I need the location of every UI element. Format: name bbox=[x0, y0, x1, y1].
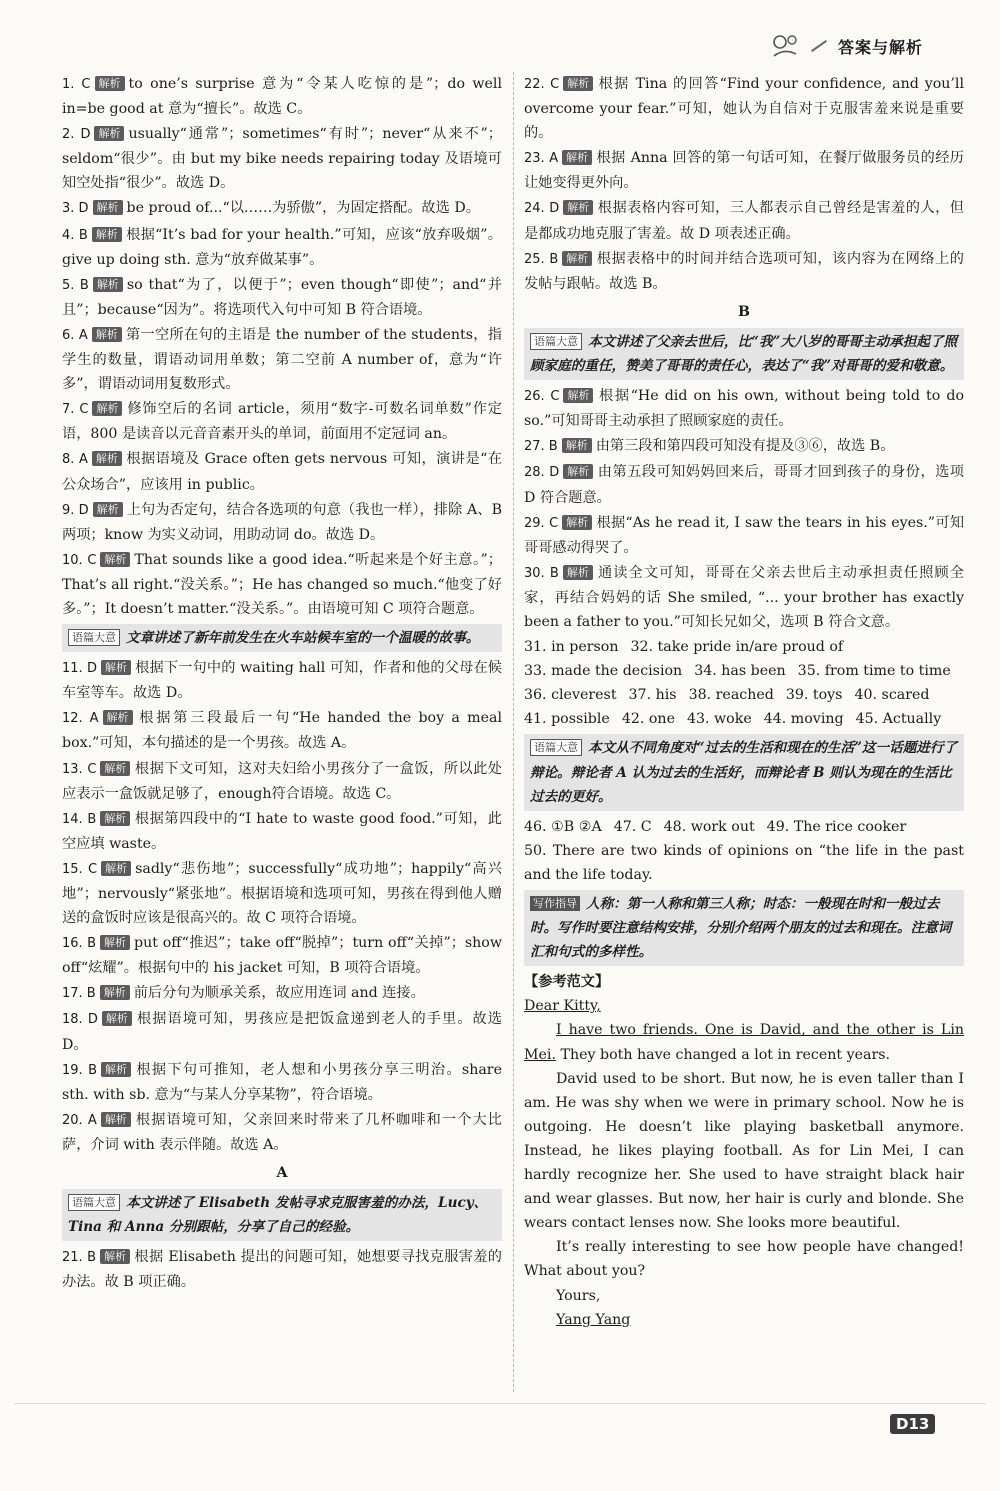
left-column bbox=[62, 72, 502, 1296]
short-answer: 48. work out bbox=[663, 818, 755, 835]
answer-number: 12. A bbox=[62, 711, 99, 727]
answer-list-22-25 bbox=[524, 72, 964, 296]
answer-number: 9. D bbox=[62, 502, 89, 518]
page-number: D13 bbox=[890, 1414, 935, 1434]
analysis-tag: 解析 bbox=[563, 76, 593, 91]
analysis-tag: 解析 bbox=[562, 438, 592, 453]
answer-number: 17. B bbox=[62, 986, 96, 1002]
essay-topic-sentence: I have two friends. One is David, and the other is Lin Mei. bbox=[524, 1022, 964, 1063]
answer-item bbox=[62, 706, 502, 755]
analysis-tag: 解析 bbox=[563, 388, 593, 403]
answer-number: 22. C bbox=[524, 77, 560, 92]
fill-answer: 43. woke bbox=[686, 711, 752, 728]
analysis-tag: 解析 bbox=[101, 660, 131, 675]
answer-50: 50. There are two kinds of opinions on “the life in the past and the life today. bbox=[524, 842, 964, 883]
summary-tag: 语篇大意 bbox=[68, 629, 120, 646]
essay-greeting: Dear Kitty, bbox=[524, 998, 601, 1015]
answer-explanation: 根据表格中的时间并结合选项可知，该内容为在网络上的发帖与跟帖。故选 B。 bbox=[524, 250, 964, 292]
answer-explanation: That sounds like a good idea.“听起来是个好主意。”；That’s all right.“没关系。”；He has changed so much.“他变了好多。”；It doesn’t matter.“没关系。”。由语境可知 C 项符合题意。 bbox=[62, 551, 502, 617]
analysis-tag: 解析 bbox=[100, 1249, 130, 1264]
summary-tag: 语篇大意 bbox=[530, 333, 582, 350]
answer-explanation: 通读全文可知，哥哥在父亲去世后主动承担责任照顾全家，再结合妈妈的话 She smiled, “... your brother has exactly been a father to you.”可知长兄如父，选项 B 符合文意。 bbox=[524, 564, 964, 630]
fill-answer: 36. cleverest bbox=[524, 687, 617, 704]
answer-number: 7. C bbox=[62, 402, 89, 418]
bottom-rule bbox=[14, 1403, 986, 1404]
fill-answer: 45. Actually bbox=[855, 711, 942, 728]
answer-item bbox=[62, 757, 502, 806]
answer-explanation: 根据下句可推知，老人想和小男孩分享三明治。share sth. with sb. 意为“与某人分享某物”，符合语境。 bbox=[62, 1061, 502, 1103]
answer-number: 15. C bbox=[62, 861, 98, 877]
answer-item bbox=[62, 981, 502, 1006]
answer-item bbox=[524, 72, 964, 145]
answer-explanation: so that“为了，以便于”；even though“即使”；and“并且”；because“因为”。将选项代入句中可知 B 符合语境。 bbox=[62, 276, 502, 318]
answer-number: 13. C bbox=[62, 761, 97, 777]
answer-number: 6. A bbox=[62, 327, 88, 343]
summary-box bbox=[524, 328, 964, 380]
fill-answer: 40. scared bbox=[854, 687, 930, 704]
analysis-tag: 解析 bbox=[94, 126, 124, 141]
summary-tag: 语篇大意 bbox=[68, 1194, 120, 1211]
answer-item bbox=[524, 196, 964, 245]
answer-explanation: 根据语境可知，男孩应是把饭盒递到老人的手里。故选 D。 bbox=[62, 1011, 502, 1053]
analysis-tag: 解析 bbox=[92, 227, 122, 242]
right-column bbox=[524, 72, 964, 1332]
fill-answer: 38. reached bbox=[688, 687, 774, 704]
essay-closing: Yours, bbox=[556, 1287, 601, 1304]
answer-item bbox=[62, 548, 502, 621]
analysis-tag: 解析 bbox=[93, 200, 123, 215]
header-title: 答案与解析 bbox=[838, 37, 924, 57]
fill-answer: 31. in person bbox=[524, 639, 619, 656]
answer-explanation: 根据表格内容可知，三人都表示自己曾经是害羞的人，但是都成功地克服了害羞。故 D 项表述正确。 bbox=[524, 200, 964, 242]
answer-explanation: 根据 Elisabeth 提出的问题可知，她想要寻找克服害羞的办法。故 B 项正确。 bbox=[62, 1249, 502, 1291]
answer-list-26-30 bbox=[524, 384, 964, 634]
analysis-tag: 解析 bbox=[563, 464, 593, 479]
answer-item bbox=[62, 931, 502, 980]
answer-list-21 bbox=[62, 1245, 502, 1294]
answer-number: 25. B bbox=[524, 251, 559, 267]
analysis-tag: 解析 bbox=[562, 515, 592, 530]
answer-item bbox=[62, 656, 502, 705]
answers-46-49 bbox=[524, 815, 964, 839]
answer-item bbox=[62, 72, 502, 121]
summary-text: 本文从不同角度对“过去的生活和现在的生活”这一话题进行了辩论。辩论者 A 认为过去的生活好，而辩论者 B 则认为现在的生活比过去的更好。 bbox=[530, 740, 958, 805]
answer-number: 24. D bbox=[524, 201, 560, 217]
analysis-tag: 解析 bbox=[102, 1011, 132, 1026]
summary-box bbox=[62, 1189, 502, 1241]
analysis-tag: 解析 bbox=[92, 327, 122, 342]
analysis-tag: 解析 bbox=[93, 502, 123, 517]
answer-explanation: 根据语境及 Grace often gets nervous 可知，演讲是“在公众场合”，应该用 in public。 bbox=[62, 451, 503, 493]
answer-explanation: to one’s surprise 意为“令某人吃惊的是”；do well in=be good at 意为“擅长”。故选 C。 bbox=[62, 76, 503, 118]
answer-item bbox=[524, 146, 964, 195]
answer-number: 30. B bbox=[524, 565, 559, 581]
answer-explanation: 根据 Anna 回答的第一句话可知，在餐厅做服务员的经历让她变得更外向。 bbox=[524, 150, 964, 192]
model-essay bbox=[524, 970, 964, 1331]
answer-number: 19. B bbox=[62, 1062, 98, 1078]
analysis-tag: 解析 bbox=[95, 76, 125, 91]
answer-explanation: 根据下文可知，这对夫妇给小男孩分了一盒饭，所以此处应表示一盒饭就足够了，enough符合语境。故选 C。 bbox=[62, 760, 502, 802]
answer-explanation: 根据“He did on his own, without being told to do so.”可知哥哥主动承担了照顾家庭的责任。 bbox=[524, 388, 964, 430]
mascot-icon bbox=[770, 32, 806, 60]
answer-explanation: be proud of...“以……为骄傲”，为固定搭配。故选 D。 bbox=[126, 200, 480, 217]
fill-row bbox=[524, 659, 964, 683]
answer-explanation: 根据“As he read it, I saw the tears in his eyes.”可知哥哥感动得哭了。 bbox=[524, 514, 965, 556]
answer-explanation: 由第五段可知妈妈回来后，哥哥才回到孩子的身份，选项 D 符合题意。 bbox=[524, 464, 964, 506]
analysis-tag: 解析 bbox=[93, 277, 123, 292]
fill-answer: 39. toys bbox=[785, 687, 843, 704]
answer-number: 14. B bbox=[62, 811, 97, 827]
analysis-tag: 解析 bbox=[101, 861, 131, 876]
answer-item bbox=[62, 1108, 502, 1157]
fill-row bbox=[524, 683, 964, 707]
answer-explanation: 根据 Tina 的回答“Find your confidence, and you’ll overcome your fear.”可知，她认为自信对于克服害羞来说是重要的。 bbox=[524, 76, 964, 142]
answer-number: 28. D bbox=[524, 465, 560, 481]
essay-paragraph-1 bbox=[524, 1018, 964, 1066]
answer-explanation: sadly“悲伤地”；successfully“成功地”；happily“高兴地”；nervously“紧张地”。根据语境和选项可知，男孩在得到他人赠送的盒饭时应该是很高兴的。故 C 项符合语境。 bbox=[62, 860, 502, 927]
analysis-tag: 解析 bbox=[562, 251, 592, 266]
answer-item bbox=[524, 384, 964, 433]
answer-item bbox=[62, 857, 502, 930]
answer-number: 3. D bbox=[62, 201, 89, 217]
answer-number: 20. A bbox=[62, 1112, 97, 1128]
answer-number: 5. B bbox=[62, 277, 89, 293]
answer-item bbox=[62, 273, 502, 322]
writing-tag: 写作指导 bbox=[530, 896, 580, 911]
fill-row bbox=[524, 707, 964, 731]
analysis-tag: 解析 bbox=[100, 935, 130, 950]
summary-text: 本文讲述了父亲去世后，比“我”大八岁的哥哥主动承担起了照顾家庭的重任，赞美了哥哥的责任心，表达了“我”对哥哥的爱和敬意。 bbox=[530, 333, 958, 375]
answer-explanation: 根据第三段最后一句“He handed the boy a meal box.”可知，本句描述的是一个男孩。故选 A。 bbox=[62, 710, 503, 752]
analysis-tag: 解析 bbox=[100, 552, 130, 567]
answer-item bbox=[62, 807, 502, 856]
fill-answer: 42. one bbox=[621, 711, 675, 728]
analysis-tag: 解析 bbox=[562, 150, 592, 165]
short-answer: 47. C bbox=[613, 818, 652, 835]
answer-item bbox=[524, 247, 964, 296]
answer-item bbox=[62, 122, 502, 195]
writing-text: 人称：第一人称和第三人称；时态：一般现在时和一般过去时。写作时要注意结构安排，分别介绍两个朋友的过去和现在。注意词汇和句式的多样性。 bbox=[530, 896, 952, 961]
summary-tag: 语篇大意 bbox=[530, 739, 582, 756]
analysis-tag: 解析 bbox=[101, 1112, 131, 1127]
answer-explanation: 修饰空后的名词 article，须用“数字-可数名词单数”作定语，800 是读音以元音音素开头的单词，前面用不定冠词 an。 bbox=[62, 401, 502, 443]
summary-text: 本文讲述了 Elisabeth 发帖寻求克服害羞的办法，Lucy、Tina 和 Anna 分别跟帖，分享了自己的经验。 bbox=[68, 1195, 488, 1236]
section-title-a: A bbox=[276, 1165, 288, 1182]
answer-item bbox=[62, 397, 502, 446]
essay-heading: 【参考范文】 bbox=[524, 974, 610, 991]
writing-guide-box bbox=[524, 890, 964, 966]
essay-signature: Yang Yang bbox=[556, 1311, 631, 1328]
answer-number: 8. A bbox=[62, 452, 88, 468]
answer-item bbox=[62, 447, 502, 496]
analysis-tag: 解析 bbox=[100, 811, 130, 826]
answer-item bbox=[524, 561, 964, 634]
fill-answers bbox=[524, 635, 964, 731]
answer-explanation: usually“通常”；sometimes“有时”；never“从来不”；seldom“很少”。由 but my bike needs repairing today 及语境可知空处指“很少”。故选 D。 bbox=[62, 126, 502, 192]
answer-explanation: 上句为否定句，结合各选项的句意（我也一样），排除 A、B 两项；know 为实义动词，用助动词 do。故选 D。 bbox=[62, 501, 502, 543]
answer-number: 1. C bbox=[62, 77, 91, 92]
analysis-tag: 解析 bbox=[100, 761, 130, 776]
analysis-tag: 解析 bbox=[103, 710, 133, 725]
summary-text: 文章讲述了新年前发生在火车站候车室的一个温暖的故事。 bbox=[126, 630, 480, 647]
answer-number: 2. D bbox=[62, 127, 91, 143]
fill-answer: 37. his bbox=[628, 687, 677, 704]
answer-explanation: 由第三段和第四段可知没有提及③⑥，故选 B。 bbox=[595, 438, 895, 455]
analysis-tag: 解析 bbox=[563, 565, 593, 580]
answer-number: 27. B bbox=[524, 439, 558, 455]
answer-number: 26. C bbox=[524, 389, 560, 405]
answer-explanation: put off“推迟”；take off“脱掉”；turn off“关掉”；show off“炫耀”。根据句中的 his jacket 可知，B 项符合语境。 bbox=[62, 935, 502, 977]
answer-item bbox=[62, 1058, 502, 1107]
short-answer: 49. The rice cooker bbox=[766, 818, 907, 835]
analysis-tag: 解析 bbox=[92, 451, 122, 466]
section-title-b: B bbox=[738, 303, 750, 320]
analysis-tag: 解析 bbox=[100, 985, 130, 1000]
answer-item bbox=[62, 1007, 502, 1056]
essay-paragraph-3: It’s really interesting to see how people have changed! What about you? bbox=[524, 1239, 964, 1280]
essay-p1-rest: They both have changed a lot in recent years. bbox=[560, 1046, 891, 1063]
answer-item bbox=[62, 223, 502, 272]
answer-explanation: 前后分句为顺承关系，故应用连词 and 连接。 bbox=[133, 985, 425, 1002]
answer-number: 23. A bbox=[524, 151, 559, 167]
answer-item bbox=[62, 1245, 502, 1294]
answer-number: 10. C bbox=[62, 552, 97, 568]
answer-explanation: 第一空所在句的主语是 the number of the students，指学生的数量，谓语动词用单数；第二空前 A number of，意为“许多”，谓语动词用复数形式。 bbox=[62, 326, 502, 393]
analysis-tag: 解析 bbox=[563, 200, 593, 215]
answer-number: 16. B bbox=[62, 936, 97, 952]
answer-item bbox=[62, 196, 502, 221]
essay-paragraph-2: David used to be short. But now, he is even taller than I am. He was shy when we were in primary school. Now he is outgoing. He doesn’t like playing basketball anymore. Instead, he likes playing football. As for Lin Mei, I can hardly recognize her. She used to have straight black hair and wear glasses. But now, her hair is curly and blonde. She wears contact lenses now. She looks more beautiful. bbox=[524, 1070, 964, 1232]
fill-answer: 32. take pride in/are proud of bbox=[630, 639, 844, 656]
fill-row bbox=[524, 635, 964, 659]
answer-explanation: 根据“It’s bad for your health.”可知，应该“放弃吸烟”。give up doing sth. 意为“放弃做某事”。 bbox=[62, 226, 502, 268]
short-answer: 46. ①B ②A bbox=[524, 818, 602, 835]
answer-list-1-10 bbox=[62, 72, 502, 621]
fill-answer: 44. moving bbox=[763, 711, 844, 728]
fill-answer: 34. has been bbox=[694, 663, 786, 680]
answer-list-11-20 bbox=[62, 656, 502, 1157]
answer-explanation: 根据下一句中的 waiting hall 可知，作者和他的父母在候车室等车。故选 D。 bbox=[62, 660, 502, 702]
answer-explanation: 根据第四段中的“I hate to waste good food.”可知，此空应填 waste。 bbox=[62, 810, 502, 852]
answer-item bbox=[62, 498, 502, 547]
answer-number: 29. C bbox=[524, 515, 559, 531]
summary-box bbox=[524, 734, 964, 810]
answer-number: 11. D bbox=[62, 661, 97, 677]
answer-item bbox=[62, 323, 502, 396]
analysis-tag: 解析 bbox=[101, 1062, 131, 1077]
fill-answer: 33. made the decision bbox=[524, 663, 683, 680]
fill-answer: 41. possible bbox=[524, 711, 610, 728]
answer-number: 21. B bbox=[62, 1250, 97, 1266]
answer-item bbox=[524, 434, 964, 459]
column-divider bbox=[513, 72, 514, 1392]
answer-number: 18. D bbox=[62, 1012, 98, 1028]
answer-item bbox=[524, 460, 964, 509]
fill-answer: 35. from time to time bbox=[797, 663, 951, 680]
answer-explanation: 根据语境可知，父亲回来时带来了几杯咖啡和一个大比萨，介词 with 表示伴随。故选 A。 bbox=[62, 1111, 502, 1153]
answer-item bbox=[524, 511, 964, 560]
analysis-tag: 解析 bbox=[92, 401, 122, 416]
summary-box bbox=[62, 624, 502, 652]
header-separator bbox=[811, 40, 827, 52]
answer-number: 4. B bbox=[62, 227, 88, 243]
page-header bbox=[770, 28, 990, 64]
